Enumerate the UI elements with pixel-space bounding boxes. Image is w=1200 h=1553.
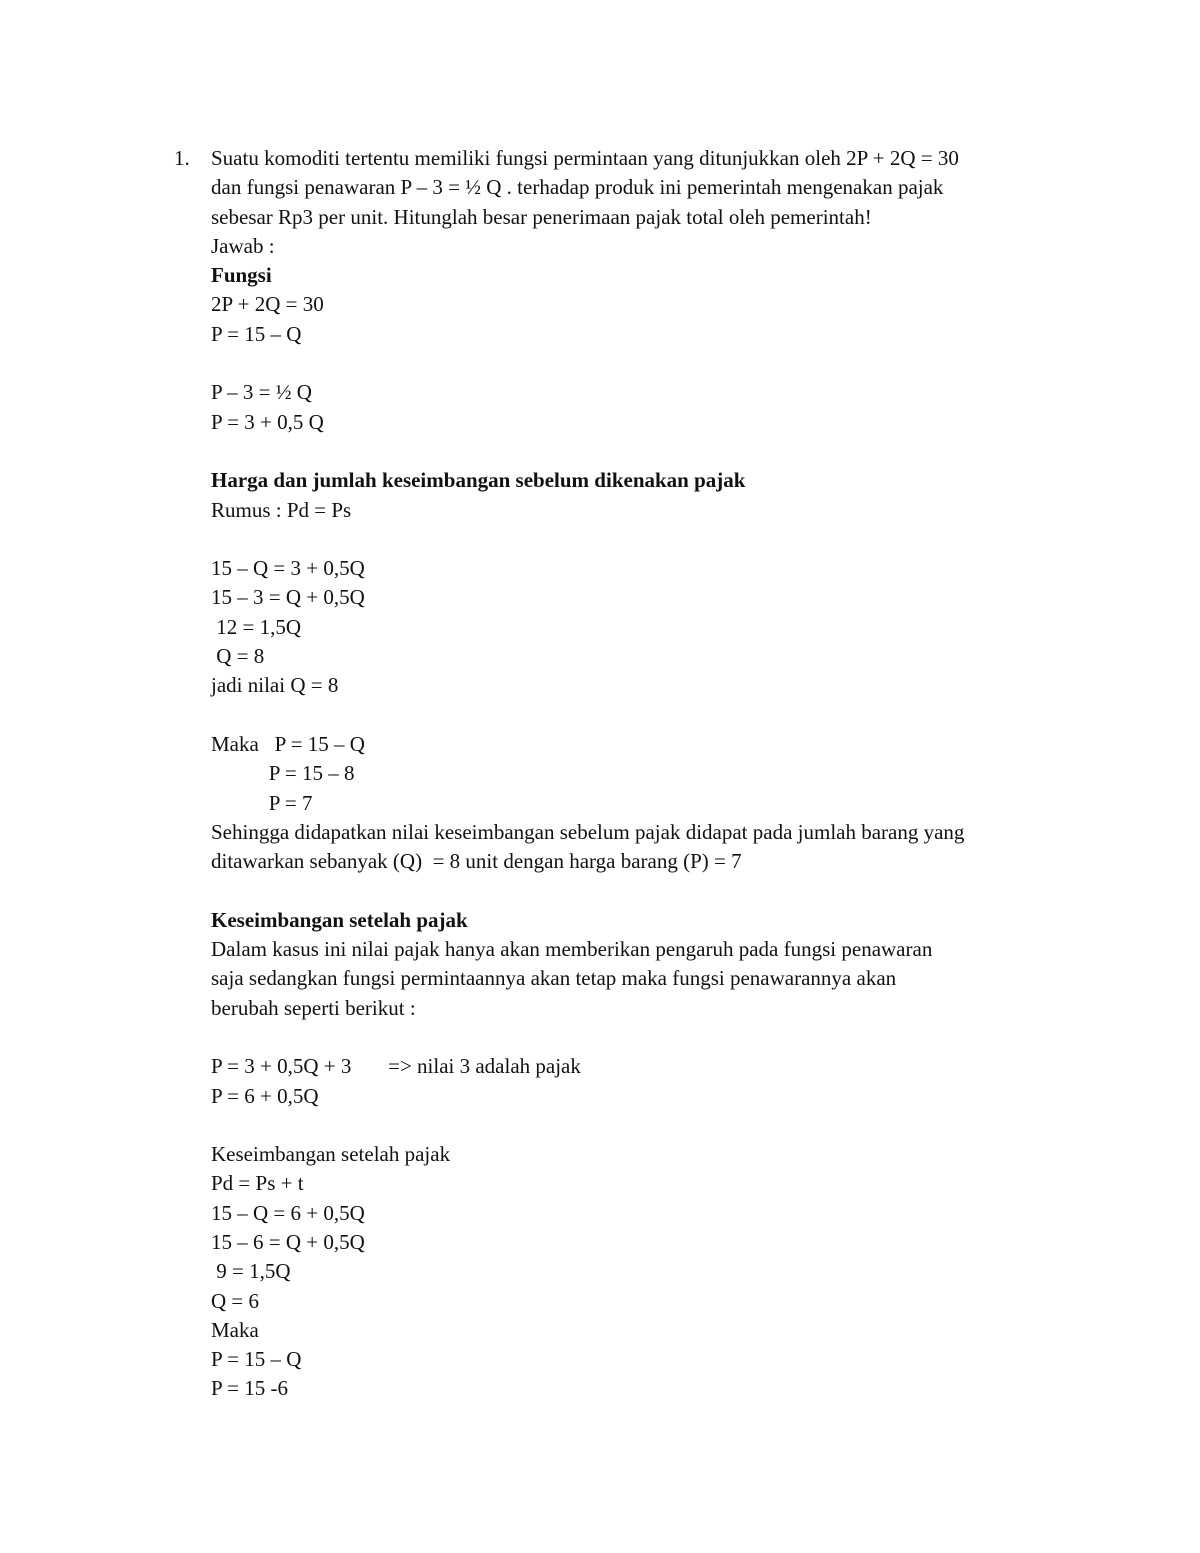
blank-line bbox=[211, 1023, 1081, 1052]
text-line: Maka bbox=[211, 1317, 259, 1342]
text-line: P = 3 + 0,5 Q bbox=[211, 409, 324, 434]
text-line: 15 – Q = 6 + 0,5Q bbox=[211, 1200, 365, 1225]
text-line: P = 15 – 8 bbox=[211, 761, 355, 786]
text-line: Suatu komoditi tertentu memiliki fungsi permintaan yang ditunjukkan oleh 2P + 2Q = 30 bbox=[211, 146, 959, 170]
text-line: Dalam kasus ini nilai pajak hanya akan memberikan pengaruh pada fungsi penawaran bbox=[211, 937, 933, 962]
text-line: jadi nilai Q = 8 bbox=[211, 673, 339, 698]
text-line: 15 – 3 = Q + 0,5Q bbox=[211, 585, 365, 610]
blank-line bbox=[211, 876, 1081, 905]
text-line: saja sedangkan fungsi permintaannya akan tetap maka fungsi penawarannya akan bbox=[211, 966, 897, 991]
text-line: sebesar Rp3 per unit. Hitunglah besar penerimaan pajak total oleh pemerintah! bbox=[211, 204, 872, 229]
text-line: Maka P = 15 – Q bbox=[211, 731, 365, 756]
text-line: Keseimbangan setelah pajak bbox=[211, 1142, 451, 1167]
section-heading: Fungsi bbox=[211, 263, 272, 288]
text-line: berubah seperti berikut : bbox=[211, 995, 416, 1020]
text-line: P = 15 -6 bbox=[211, 1376, 288, 1401]
text-line: dan fungsi penawaran P – 3 = ½ Q . terhadap produk ini pemerintah mengenakan pajak bbox=[211, 175, 944, 200]
text-line: P = 6 + 0,5Q bbox=[211, 1083, 319, 1108]
text-line: P = 15 – Q bbox=[211, 1347, 302, 1372]
document-content bbox=[211, 144, 1081, 1404]
text-line: Q = 8 bbox=[211, 644, 265, 669]
blank-line bbox=[211, 437, 1081, 466]
text-line: P = 3 + 0,5Q + 3 => nilai 3 adalah pajak bbox=[211, 1054, 581, 1079]
text-line: 15 – Q = 3 + 0,5Q bbox=[211, 556, 365, 581]
text-line: Sehingga didapatkan nilai keseimbangan sebelum pajak didapat pada jumlah barang yang bbox=[211, 819, 965, 844]
blank-line bbox=[211, 525, 1081, 554]
text-line: P = 15 – Q bbox=[211, 321, 302, 346]
blank-line bbox=[211, 1111, 1081, 1140]
section-heading: Keseimbangan setelah pajak bbox=[211, 907, 468, 932]
list-item-number: 1. bbox=[174, 146, 190, 170]
text-line: 15 – 6 = Q + 0,5Q bbox=[211, 1229, 365, 1254]
text-line: 12 = 1,5Q bbox=[211, 614, 302, 639]
text-line: Pd = Ps + t bbox=[211, 1171, 304, 1196]
blank-line bbox=[211, 701, 1081, 730]
text-line: P – 3 = ½ Q bbox=[211, 380, 312, 405]
text-line: ditawarkan sebanyak (Q) = 8 unit dengan harga barang (P) = 7 bbox=[211, 849, 742, 874]
text-line: Q = 6 bbox=[211, 1288, 260, 1313]
text-line: Rumus : Pd = Ps bbox=[211, 497, 352, 522]
text-line: P = 7 bbox=[211, 790, 313, 815]
blank-line bbox=[211, 349, 1081, 378]
section-heading: Harga dan jumlah keseimbangan sebelum dikenakan pajak bbox=[211, 468, 746, 493]
text-line: Jawab : bbox=[211, 233, 275, 258]
text-line: 9 = 1,5Q bbox=[211, 1259, 291, 1284]
text-line: 2P + 2Q = 30 bbox=[211, 292, 324, 317]
